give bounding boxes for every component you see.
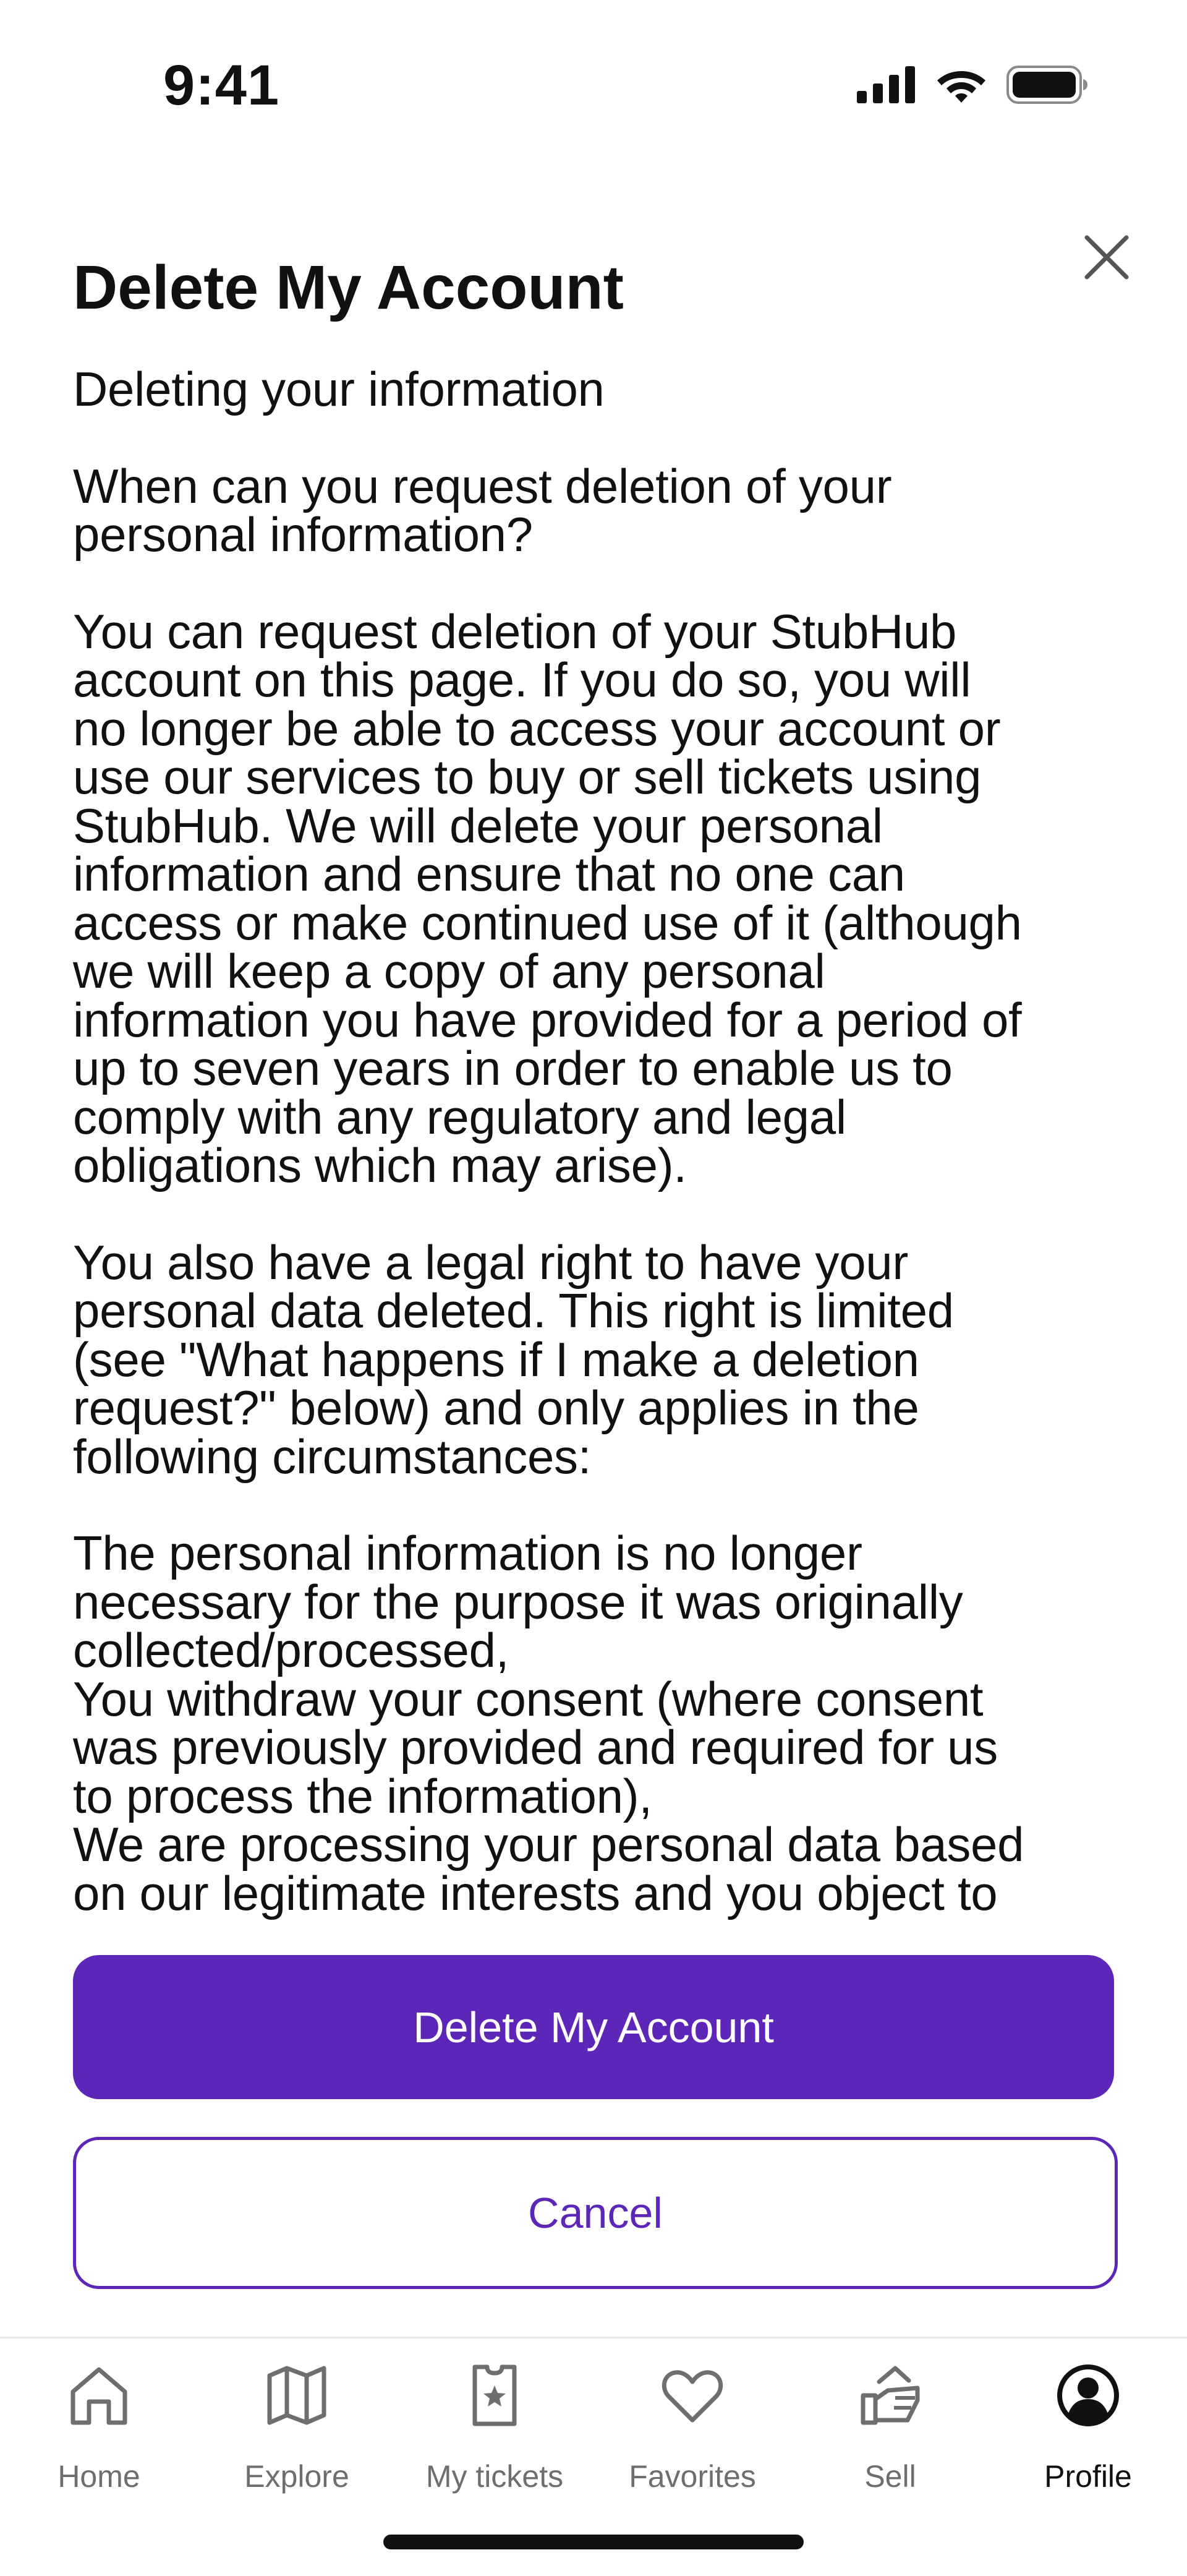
- paragraph-spacer: [73, 559, 1124, 607]
- close-icon: [1076, 280, 1138, 291]
- content-line: use our services to buy or sell tickets using: [73, 750, 982, 804]
- tab-my-tickets[interactable]: [396, 2339, 594, 2499]
- content-line: We are processing your personal data based: [73, 1817, 1024, 1872]
- wifi-icon: [936, 66, 987, 103]
- tab-home[interactable]: [0, 2339, 198, 2499]
- content-line: access or make continued use of it (although: [73, 895, 1022, 950]
- paragraph-spacer: [73, 414, 1124, 462]
- content-line: You also have a legal right to have your: [73, 1235, 909, 1290]
- tab-favorites[interactable]: [594, 2339, 791, 2499]
- tab-label-sell: Sell: [864, 2459, 916, 2494]
- battery-icon: [1006, 66, 1088, 104]
- content-line: (see "What happens if I make a deletion: [73, 1332, 919, 1387]
- tab-label-profile: Profile: [1044, 2459, 1132, 2494]
- status-bar: [0, 0, 1187, 167]
- content-line: collected/processed,: [73, 1623, 509, 1677]
- profile-icon: [1056, 2363, 1120, 2428]
- home-indicator: [383, 2535, 804, 2549]
- paragraph-spacer: [73, 1190, 1124, 1238]
- content-line: request?" below) and only applies in the: [73, 1380, 919, 1435]
- content-line: personal data deleted. This right is limited: [73, 1283, 954, 1338]
- status-icons: [857, 66, 1088, 104]
- tab-label-favorites: Favorites: [629, 2459, 756, 2494]
- sell-hand-icon: [858, 2363, 922, 2428]
- ticket-icon: [462, 2363, 527, 2428]
- content-line: The personal information is no longer: [73, 1526, 862, 1580]
- content-line: on our legitimate interests and you object to: [73, 1865, 998, 1920]
- paragraph-spacer: [73, 1481, 1124, 1529]
- delete-account-button-label: Delete My Account: [413, 2003, 774, 2052]
- cancel-button-label: Cancel: [528, 2189, 663, 2237]
- content-line: following circumstances:: [73, 1429, 592, 1484]
- cancel-button[interactable]: [73, 2137, 1118, 2289]
- content-line: When can you request deletion of your: [73, 458, 892, 513]
- tab-explore[interactable]: [198, 2339, 396, 2499]
- tab-label-explore: Explore: [244, 2459, 349, 2494]
- cellular-signal-icon: [857, 66, 916, 103]
- tab-profile[interactable]: [989, 2339, 1187, 2499]
- content-line: we will keep a copy of any personal: [73, 944, 825, 998]
- content-line: StubHub. We will delete your personal: [73, 798, 883, 853]
- page-title: Delete My Account: [73, 253, 624, 322]
- tab-label-home: Home: [57, 2459, 140, 2494]
- delete-account-button[interactable]: [73, 1955, 1114, 2099]
- tab-label-my-tickets: My tickets: [425, 2459, 564, 2494]
- content-line: You can request deletion of your StubHub: [73, 604, 957, 659]
- tab-sell[interactable]: [791, 2339, 989, 2499]
- content-line: account on this page. If you do so, you will: [73, 653, 971, 707]
- status-time: 9:41: [163, 54, 280, 117]
- content-line: You withdraw your consent (where consent: [73, 1671, 984, 1726]
- content-line: up to seven years in order to enable us to: [73, 1041, 953, 1095]
- heart-icon: [660, 2363, 725, 2428]
- content-line: to process the information),: [73, 1768, 652, 1823]
- content-line: obligations which may arise).: [73, 1138, 687, 1192]
- content-line: personal information?: [73, 507, 533, 562]
- content-line: Deleting your information: [73, 362, 605, 416]
- content-line: was previously provided and required for us: [73, 1720, 998, 1774]
- content-line: information and ensure that no one can: [73, 847, 905, 901]
- content-line: comply with any regulatory and legal: [73, 1089, 846, 1144]
- content-line: necessary for the purpose it was originally: [73, 1574, 963, 1629]
- close-button[interactable]: [1076, 226, 1138, 288]
- home-icon: [67, 2363, 131, 2428]
- deletion-info-content[interactable]: [73, 362, 1124, 1920]
- map-icon: [265, 2363, 329, 2428]
- content-line: information you have provided for a period of: [73, 992, 1022, 1047]
- content-line: no longer be able to access your account or: [73, 701, 1001, 756]
